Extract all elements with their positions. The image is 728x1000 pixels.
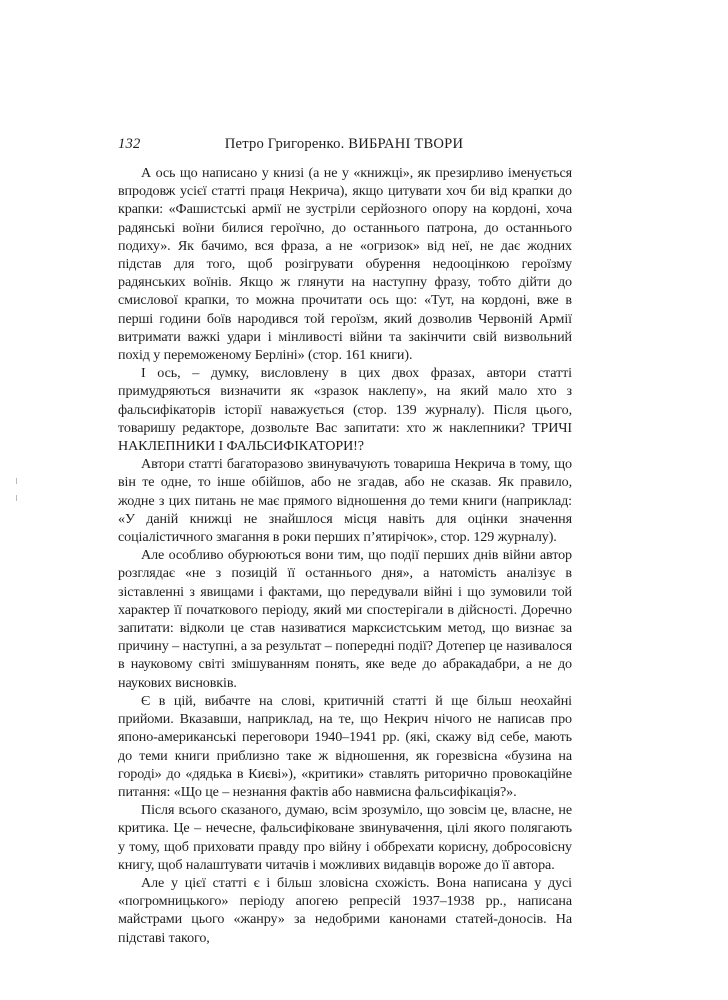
paragraph: Є в цій, вибачте на слові, критичній статті й ще більш неохайні прийоми. Вказавши, наприклад, на те, що Некрич нічого не написав про японо-американські переговори 1940–1941 рр. (які, скажу від себе, мають до теми книги приблизно таке ж відношення, як горезвісна «бузина на городі» до «дядька в Києві»), «критики» ставлять риторично провокаційне питання: «Що це – незнання фактів або навмисна фальсифікація?». (118, 692, 572, 800)
paragraph: Автори статті багаторазово звинувачують товариша Некрича в тому, що він те одне, то інше обійшов, або не згадав, або не сказав. Як правило, жодне з цих питань не має прямого відношення до теми книги (наприклад: «У даній книжці не знайшлося місця навіть для оцінки значення соціалістичного змагання в роки перших п’ятирічок», стор. 129 журналу). (118, 456, 572, 546)
page-number: 132 (118, 136, 141, 152)
paragraph: І ось, – думку, висловлену в цих двох фразах, автори статті примудряються визначити як «зразок наклепу», на який мало хто з фальсифікаторів історії наважується (стор. 139 журналу). Після цього, товаришу редакторе, дозвольте Вас запитати: хто ж наклепники? ТРИЧІ НАКЛЕПНИКИ І ФАЛЬСИФІКАТОРИ!? (118, 365, 572, 455)
paragraph: А ось що написано у книзі (а не у «книжці», як презирливо іменується впродовж усієї статті праця Некрича), якщо цитувати хоч би від крапки до крапки: «Фашистські армії не зустріли серйозного опору на кордоні, хоча радянські воїни билися героїчно, до останнього патрона, до останнього подиху». Як бачимо, вся фраза, а не «огризок» від неї, не дає жодних підстав для того, щоб розігрувати обурення недооцінкою героїзму радянських воїнів. Якщо ж глянути на наступну фразу, тобто дійти до смислової крапки, то можна прочитати ось що: «Тут, на кордоні, вже в перші години боїв народився той героїзм, який дозволив Червоній Армії витримати важкі удари і мінливості війни та закінчити свій визвольний похід у переможеному Берліні» (стор. 161 книги). (118, 165, 572, 364)
margin-mark (16, 495, 17, 501)
paragraph: Але у цієї статті є і більш зловісна схожість. Вона написана у дусі «погромницького» періоду апогею репресій 1937–1938 рр., написана майстрами цього «жанру» за недобрими канонами статей-доносів. На підставі такого, (118, 874, 572, 946)
paragraph: Після всього сказаного, думаю, всім зрозуміло, що зовсім це, власне, не критика. Це – нечесне, фальсифіковане звинувачення, цілі якого полягають у тому, щоб приховати правду про війну і оббрехати корисну, добросовісну книгу, щоб налаштувати читачів і можливих видавців вороже до її автора. (118, 802, 572, 873)
running-header (118, 136, 570, 156)
margin-mark (16, 478, 17, 484)
running-title: Петро Григоренко. ВИБРАНІ ТВОРИ (224, 136, 464, 152)
body-text (118, 164, 572, 947)
paragraph: Але особливо обурюються вони тим, що події перших днів війни автор розглядає «не з позицій її останнього дня», а натомість аналізує в зіставленні з явищами і фактами, що передували війні і що зумовили той характер її початкового періоду, який ми спостерігали в дійсності. Доречно запитати: відколи це став називатися марксистським метод, що визнає за причину – наступні, а за результат – попередні події? Дотепер це називалося в науковому світі змішуванням понять, яке веде до абракадабри, а не до наукових висновків. (118, 547, 572, 691)
